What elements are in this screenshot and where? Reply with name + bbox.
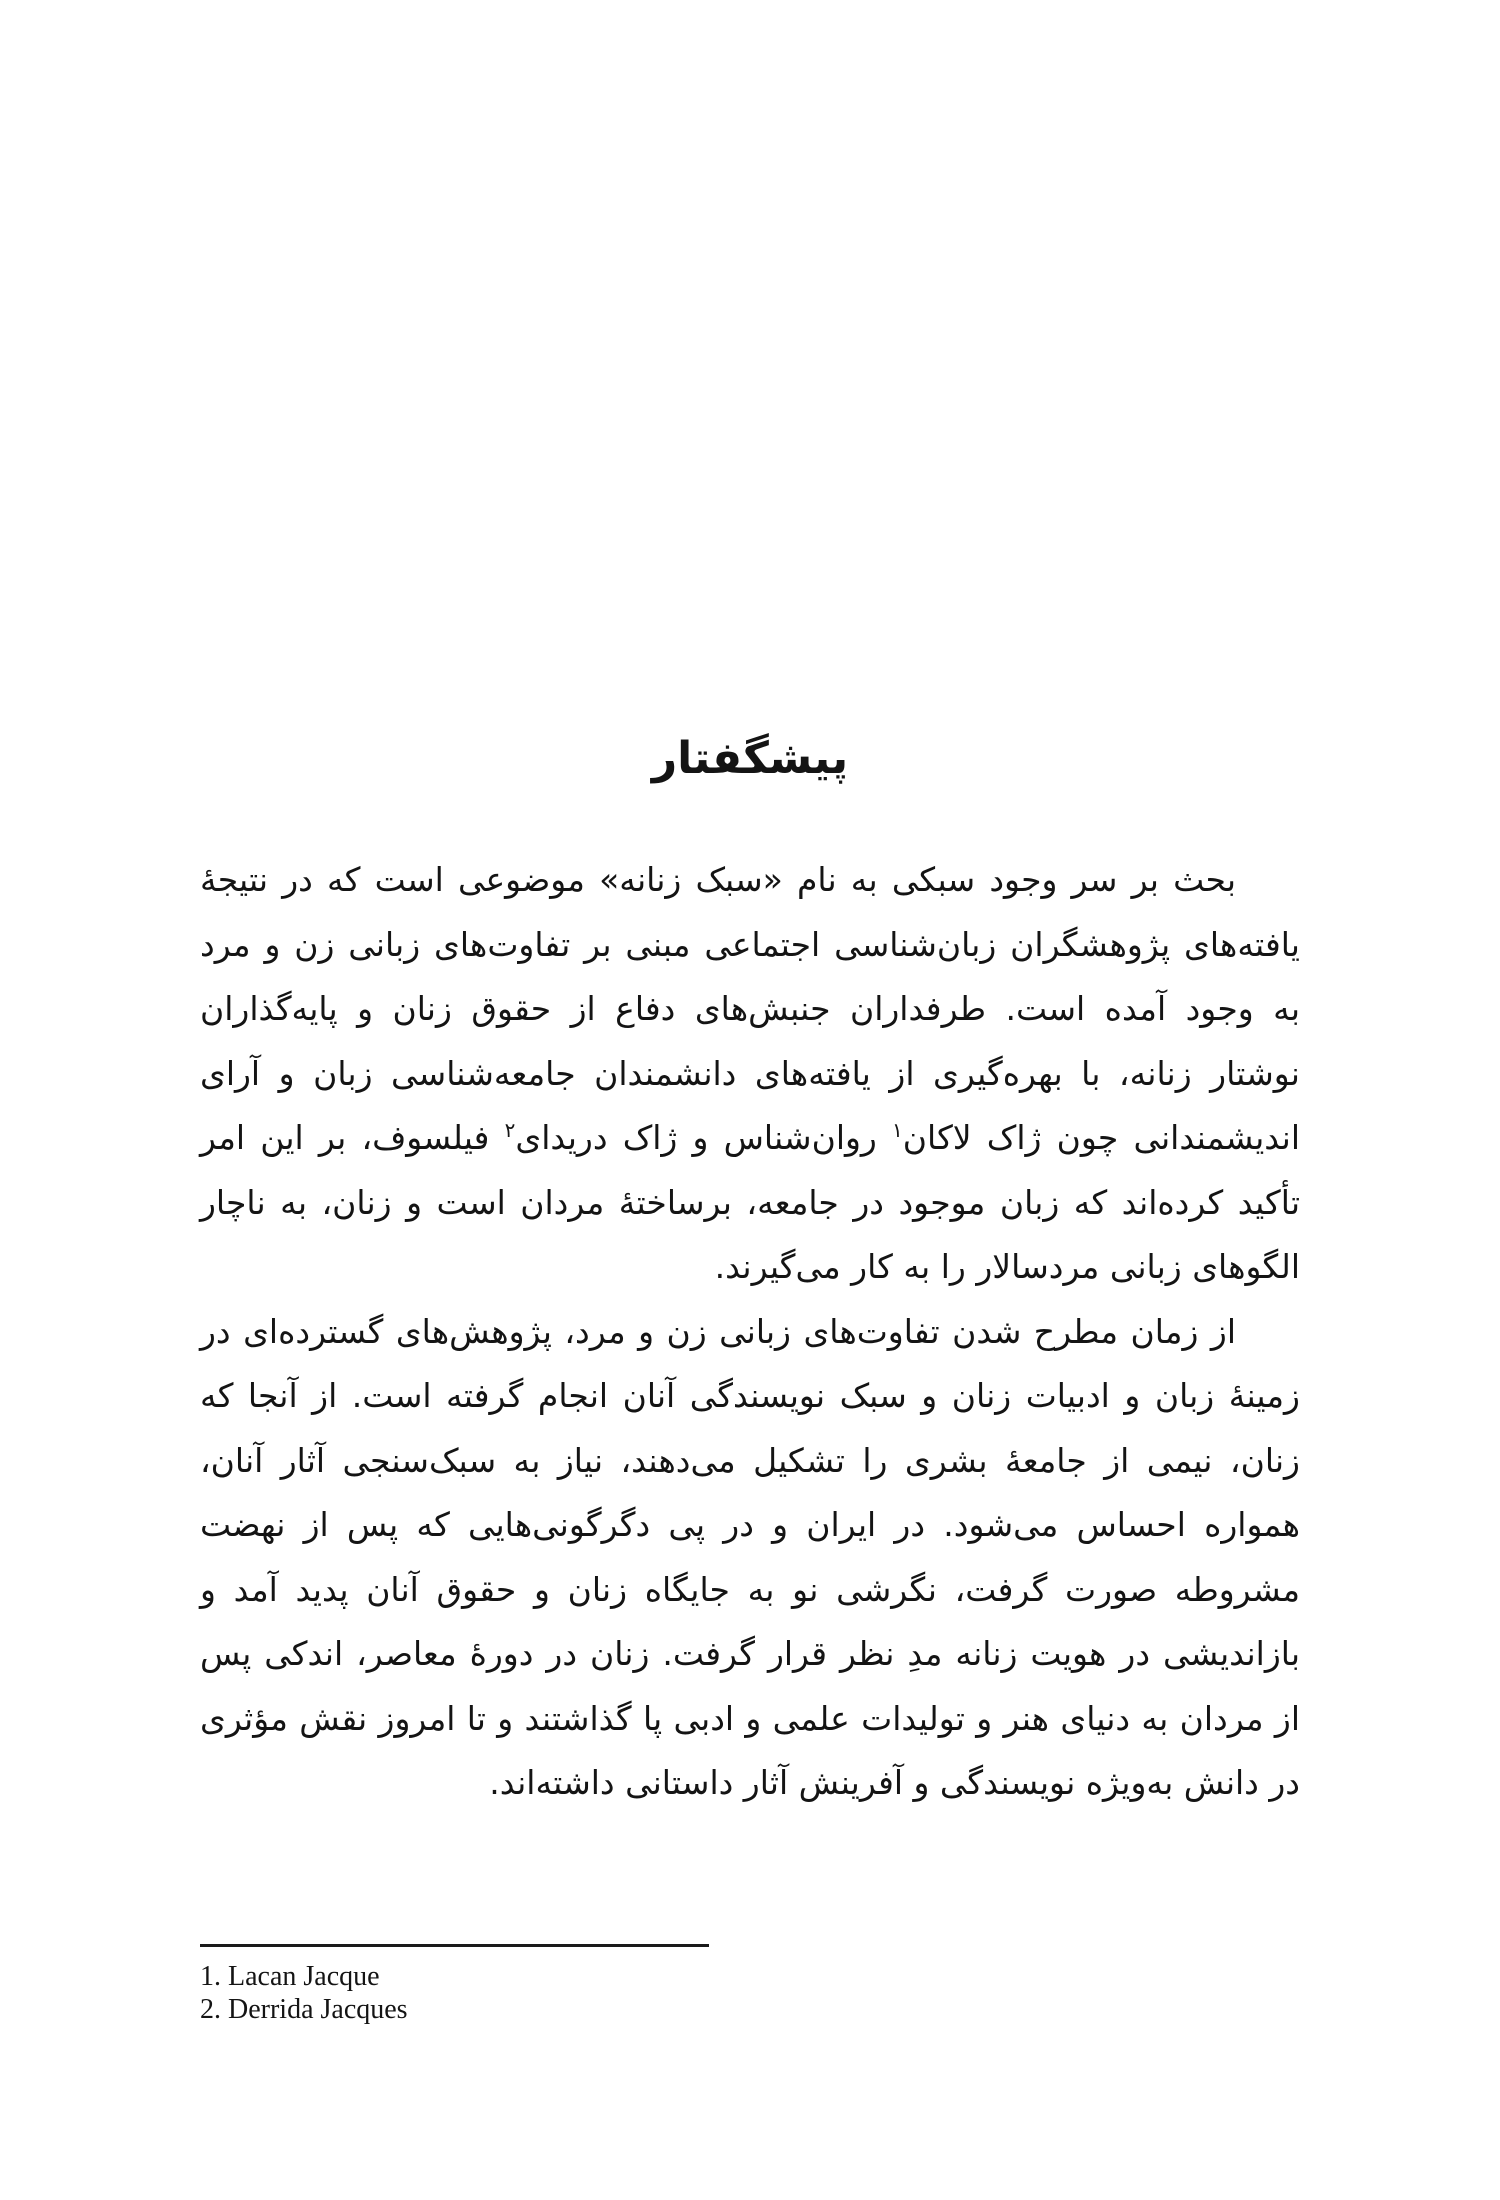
paragraph-1-text-start: بحث بر سر وجود سبکی به نام «سبک زنانه» موضوعی است که در نتیجهٔ یافته‌های پژوهشگران زبان‌شناسی اجتماعی مبنی بر تفاوت‌های زبانی زن و مرد به وجود آمده است. طرفداران جنبش‌های دفاع از حقوق زنان و پایه‌گذاران نوشتار زنانه، با بهره‌گیری از یافته‌های دانشمندان جامعه‌شناسی زبان و آرای اندیشمندانی چون ژاک لاکان (200, 860, 1300, 1157)
body-text (200, 848, 1300, 1816)
footnote-divider (200, 1944, 709, 1947)
footnote-1: 1. Lacan Jacque (200, 1961, 380, 1992)
paragraph-1-text-end: فیلسوف، بر این امر تأکید کرده‌اند که زبان موجود در جامعه، برساختهٔ مردان است و زنان، به ناچار الگوهای زبانی مردسالار را به کار می‌گیرند. (200, 1118, 1300, 1286)
paragraph-1-text-middle: روان‌شناس و ژاک دریدای (515, 1118, 893, 1157)
footnotes (200, 1960, 900, 2026)
paragraph-2: از زمان مطرح شدن تفاوت‌های زبانی زن و مرد، پژوهش‌های گسترده‌ای در زمینهٔ زبان و ادبیات زنان و سبک نویسندگی آنان انجام گرفته است. از آنجا که زنان، نیمی از جامعهٔ بشری را تشکیل می‌دهند، نیاز به سبک‌سنجی آثار آنان، همواره احساس می‌شود. در ایران و در پی دگرگونی‌هایی که پس از نهضت مشروطه صورت گرفت، نگرشی نو به جایگاه زنان و حقوق آنان پدید آمد و بازاندیشی در هویت زنانه مدِ نظر قرار گرفت. زنان در دورهٔ معاصر، اندکی پس از مردان به دنیای هنر و تولیدات علمی و ادبی پا گذاشتند و تا امروز نقش مؤثری در دانش به‌ویژه نویسندگی و آفرینش آثار داستانی داشته‌اند. (200, 1311, 1300, 1802)
paragraph-1 (200, 848, 1300, 1300)
page-title: پیشگفتار (651, 733, 849, 785)
footnote-ref-2: ۲ (504, 1118, 516, 1142)
footnote-ref-1: ۱ (892, 1118, 903, 1142)
footnote-2: 2. Derrida Jacques (200, 1994, 408, 2025)
